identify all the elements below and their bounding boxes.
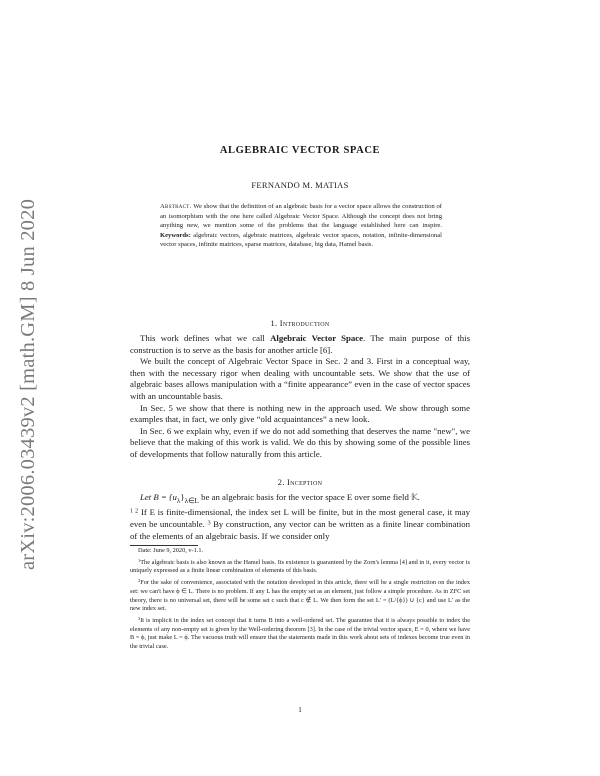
basis-brace: }: [180, 492, 185, 502]
footnote-mark-3: 3: [207, 520, 211, 527]
footnote-1: [130, 559, 470, 576]
intro-p1-bold: Algebraic Vector Space: [270, 333, 364, 343]
arxiv-sidebar-stamp: [18, 178, 40, 590]
footnote-marks: 1 2: [130, 508, 139, 515]
inception-p1-text: be an algebraic basis for the vector space E over some field 𝕂.: [198, 492, 420, 502]
intro-paragraph: In Sec. 5 we show that there is nothing new in the approach used. We show through some examples that, in fact, we only give “old acquaintances” a new look.: [130, 402, 470, 425]
inception-paragraph: [130, 492, 470, 542]
inception-body: [130, 492, 470, 542]
inception-p1-continued: If E is finite-dimensional, the index set L will be finite, but in the most general case, it may even be uncountable.: [130, 507, 470, 529]
footnote-1-mark: 1: [138, 557, 141, 563]
footnote-1-text: The algebraic basis is also known as the Hamel basis. Its existence is guaranteed by the Zorn's lemma [4] and in it, every vector is uniquely expressed as a finite linear combination of elements of this basis.: [130, 558, 470, 575]
abstract-label: Abstract.: [160, 203, 192, 210]
arxiv-id: arXiv:2006.03439v2 [math.GM] 8 Jun 2020: [17, 198, 40, 570]
page-number: 1: [298, 705, 302, 714]
introduction-body: [130, 333, 470, 461]
intro-paragraph: [130, 333, 470, 356]
keywords-text: algebraic vectors, algebraic matrices, algebraic vector spaces, notation, infinite-dimensional vector spaces, infinite matrices, sparse matrices, database, big data, Hamel basis.: [160, 231, 442, 249]
author-name: FERNANDO M. MATIAS: [251, 180, 349, 190]
section-heading-introduction: 1. Introduction: [270, 319, 330, 328]
footnote-2-text: For the sake of convenience, associated with the notation developed in this article, there will be a single restriction on the index set: we can't have ϕ ∈ L. There is no problem. If any L has the empty set as an element, just follow a simple procedure. As in ZFC set theory, there is no universal set, there will be some set c such that c ∉ L. We then form the set L′ = (L/{ϕ}) ∪ {c} and use L′ as the new index set.: [130, 579, 470, 613]
keywords-label: Keywords:: [160, 231, 191, 239]
footnote-divider: [130, 545, 198, 546]
basis-set-expr: Let B = {u: [140, 492, 177, 502]
paper-title: ALGEBRAIC VECTOR SPACE: [219, 145, 381, 156]
footnote-3-text: It is implicit in the index set concept that it turns B into a well-ordered set. The guarantee that it is always possible to index the elements of any non-empty set is given by the Well-ordering theorem [3]. In the case of the trivial vector space, E = 0, where we have B = ϕ, just make L = ϕ. The vacuous truth will ensure that the statements made in this work about sets of indexes become true even in the trivial case.: [130, 616, 470, 651]
date-line: Date: June 9, 2020, v-1.1.: [138, 547, 204, 554]
footnote-3-mark: 3: [138, 615, 141, 621]
abstract-text: We show that the definition of an algebraic basis for a vector space allows the construction of an isomorphism with the one here called Algebraic Vector Space. Although the concept does not bring anything new, we mention some of the problems that the language established here can inspire.: [160, 203, 442, 230]
intro-p1-rest: . The main purpose of this construction is to serve as the basis for another article [6].: [130, 333, 471, 355]
footnotes: [130, 547, 470, 655]
section-heading-inception: 2. Inception: [277, 478, 323, 487]
basis-subscript: λ: [176, 496, 181, 505]
footnote-3: [130, 617, 470, 652]
intro-paragraph: In Sec. 6 we explain why, even if we do not add something that deserves the name "new", we believe that the making of this work is valid. We do this by showing some of the possible lines of developments that follow naturally from this article.: [130, 425, 470, 459]
intro-paragraph: We built the concept of Algebraic Vector Space in Sec. 2 and 3. First in a conceptual way, then with the necessary rigor when dealing with uncountable sets. We show that the use of algebraic bases allows manipulation with a “finite appearance” even in the case of vector spaces with an uncountable basis.: [130, 356, 470, 401]
footnote-2: [130, 579, 470, 614]
inception-p1-end: By construction, any vector can be written as a finite linear combination of the elements of an algebraic basis. If we consider only: [130, 518, 470, 541]
intro-p1-text: This work defines what we call: [140, 333, 271, 343]
basis-index: λ∈L: [184, 496, 199, 505]
abstract: [160, 202, 442, 250]
footnote-2-mark: 2: [138, 578, 141, 584]
